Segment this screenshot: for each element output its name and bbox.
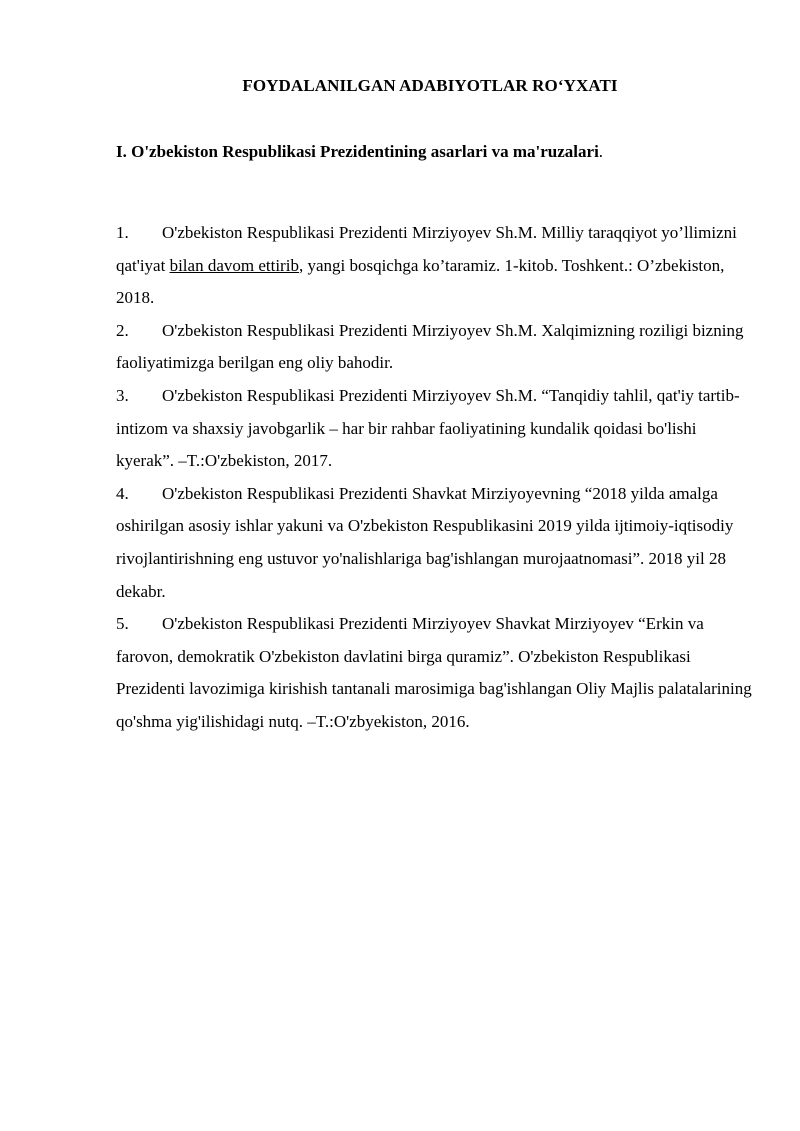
reference-item bbox=[116, 478, 756, 608]
reference-text: O'zbekiston Respublikasi Prezidenti Mirziyoyev Sh.M. Milliy taraqqiyot yo’llimizni qat'iyat bbox=[116, 223, 737, 275]
reference-number: 3. bbox=[116, 385, 129, 405]
reference-item bbox=[116, 315, 756, 380]
reference-text: O'zbekiston Respublikasi Prezidenti Mirziyoyev Sh.M. “Tanqidiy tahlil, qat'iy tartib-intizom va shaxsiy javobgarlik – har bir rahbar faoliyatining kundalik qoidasi bo'lishi kyerak”. –T.:O'zbekiston, 2017. bbox=[116, 385, 740, 471]
section-heading-period: . bbox=[598, 142, 604, 161]
section-heading bbox=[116, 142, 603, 162]
reference-text: O'zbekiston Respublikasi Prezidenti Shavkat Mirziyoyevning “2018 yilda amalga oshirilgan asosiy ishlar yakuni va O'zbekiston Respublikasini 2019 yilda ijtimoiy-iqtisodiy rivojlantirishning eng ustuvor yo'nalishlariga bag'ishlangan murojaatnomasi”. 2018 yil 28 dekabr. bbox=[116, 483, 734, 601]
reference-text-continued: , yangi bosqichga ko’taramiz. 1-kitob. Toshkent.: O’zbekiston, 2018. bbox=[116, 255, 725, 308]
reference-text: O'zbekiston Respublikasi Prezidenti Mirziyoyev Shavkat Mirziyoyev “Erkin va farovon, demokratik O'zbekiston davlatini birga quramiz”. O'zbekiston Respublikasi Prezidenti lavozimiga kirishish tantanali marosimiga bag'ishlangan Oliy Majlis palatalarining qo'shma yig'ilishidagi nutq. –T.:O'zbyekiston, 2016. bbox=[116, 614, 752, 731]
reference-text: O'zbekiston Respublikasi Prezidenti Mirziyoyev Sh.M. Xalqimizning roziligi bizning faoliyatimizga berilgan eng oliy bahodir. bbox=[116, 320, 744, 373]
reference-list bbox=[116, 217, 756, 739]
reference-number: 5. bbox=[116, 614, 129, 634]
reference-underlined-text: bilan davom ettirib bbox=[169, 255, 299, 275]
reference-number: 2. bbox=[116, 320, 129, 340]
reference-number: 1. bbox=[116, 223, 129, 242]
section-heading-text: I. O'zbekiston Respublikasi Prezidentining asarlari va ma'ruzalari bbox=[116, 142, 599, 161]
document-title: FOYDALANILGAN ADABIYOTLAR RO‘YXATI bbox=[242, 76, 618, 95]
reference-item bbox=[116, 380, 756, 478]
reference-number: 4. bbox=[116, 483, 129, 503]
reference-item bbox=[116, 217, 756, 315]
reference-item bbox=[116, 608, 756, 738]
